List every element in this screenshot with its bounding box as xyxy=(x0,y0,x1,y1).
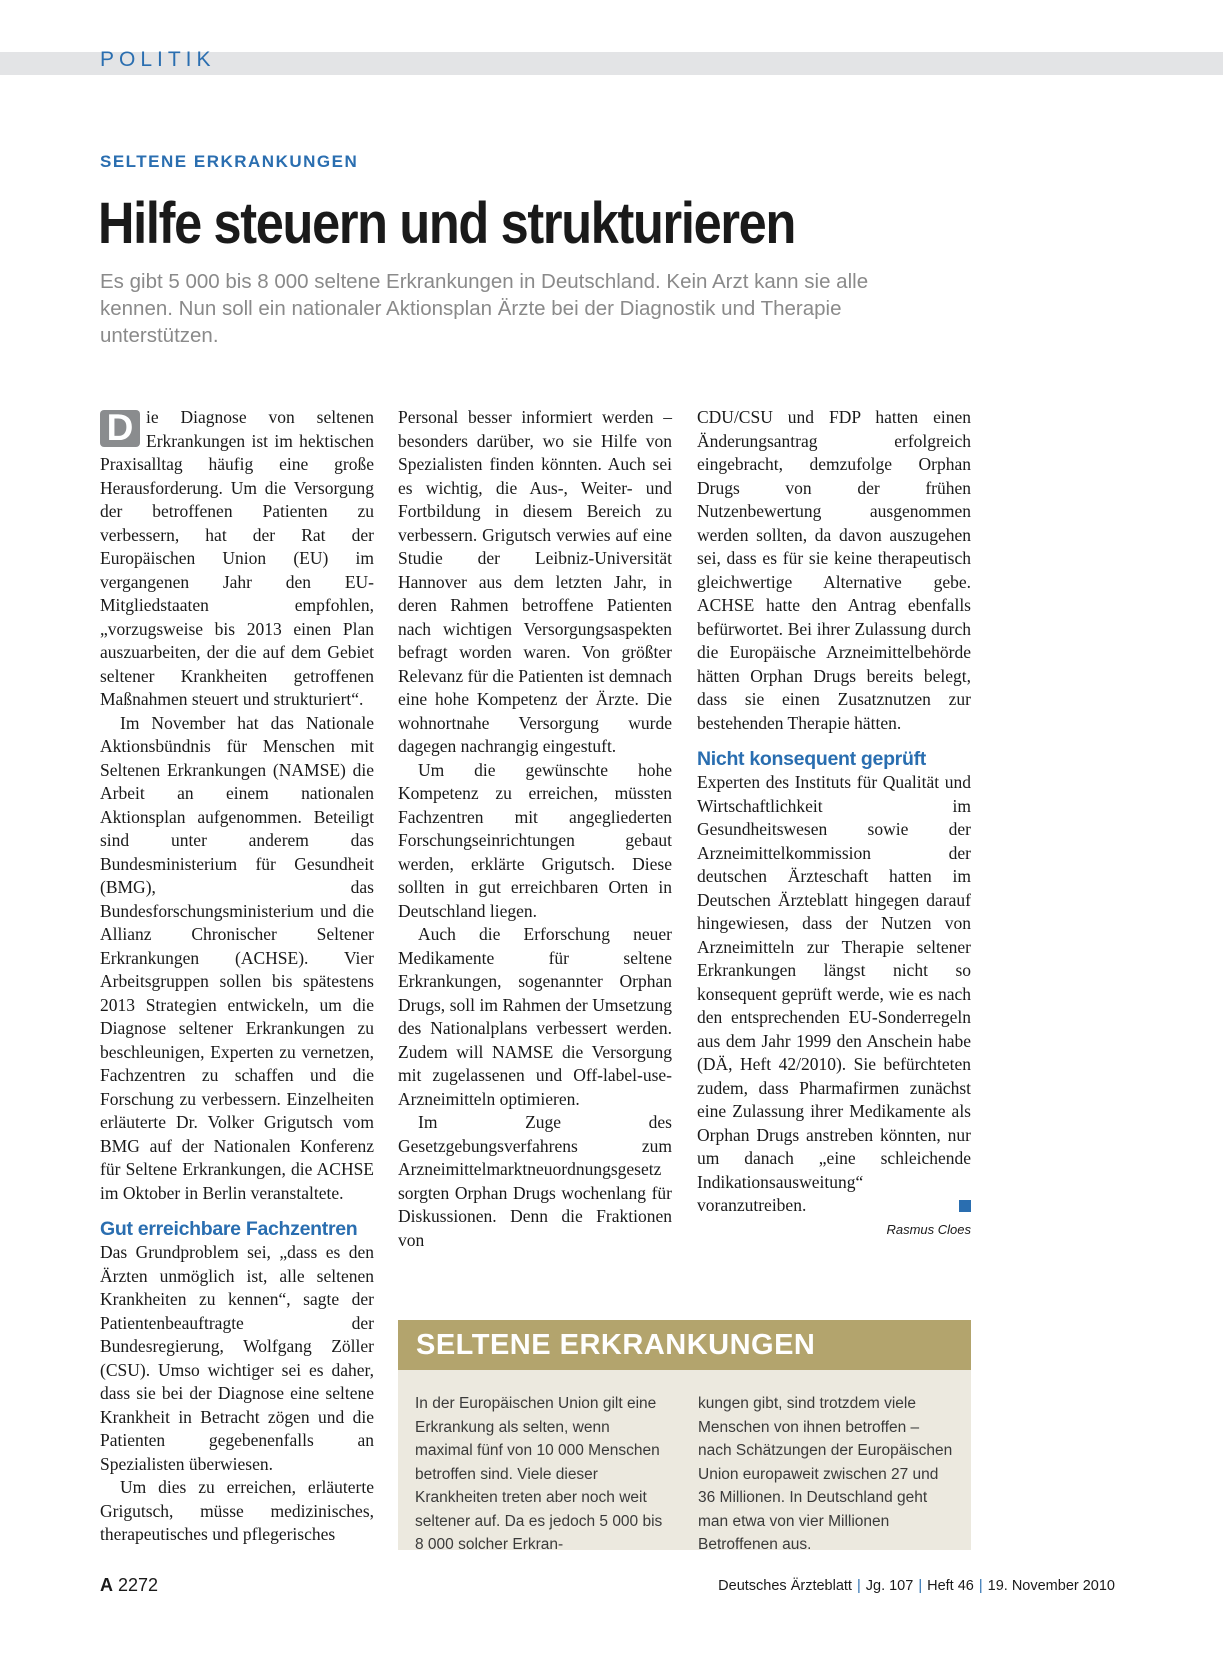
page-number-value: 2272 xyxy=(118,1575,159,1595)
info-box-text-1: In der Europäischen Union gilt eine Erkrankung als selten, wenn maximal fünf von 10 000 Menschen betroffen sind. Viele dieser Krankheiten treten aber noch weit seltener auf. Da es jedoch 5 000 bis 8 000 solcher Erkran- xyxy=(415,1395,663,1553)
end-mark-icon xyxy=(959,1200,971,1212)
info-box-text-2: kungen gibt, sind trotzdem viele Menschen von ihnen betroffen – nach Schätzungen der Europäischen Union europaweit zwischen 27 und 36 Millionen. In Deutschland geht man etwa von vier Millionen Betroffenen aus. xyxy=(698,1395,953,1553)
info-box-title: SELTENE ERKRANKUNGEN xyxy=(398,1320,971,1370)
article-lead: Es gibt 5 000 bis 8 000 seltene Erkrankungen in Deutschland. Kein Arzt kann sie alle kennen. Nun soll ein nationaler Aktionsplan Ärzte bei der Diagnostik und Therapie unterstützen. xyxy=(100,270,869,347)
subheading: Nicht konsequent geprüft xyxy=(697,748,926,770)
paragraph-text: ie Diagnose von seltenen Erkrankungen ist im hektischen Praxisalltag häufig eine große Herausforderung. Um die Versorgung der betroffenen Patienten zu verbessern, hat der Rat der Europäischen Union (EU) im vergangenen Jahr den EU-Mitgliedstaaten empfohlen, „vorzugsweise bis 2013 einen Plan auszuarbeiten, der die auf dem Gebiet seltener Krankheiten getroffenen Maßnahmen steuert und strukturiert“. xyxy=(100,407,374,709)
article-kicker: SELTENE ERKRANKUNGEN xyxy=(100,152,359,171)
text-column-1 xyxy=(100,406,374,1547)
author-byline: Rasmus Cloes xyxy=(886,1221,971,1237)
page-number xyxy=(100,1575,158,1596)
journal-volume: Jg. 107 xyxy=(865,1578,914,1594)
journal-date: 19. November 2010 xyxy=(987,1578,1115,1594)
article-headline: Hilfe steuern und strukturieren xyxy=(98,191,795,256)
paragraph: Auch die Erforschung neuer Medikamente für seltene Erkrankungen, sogenannter Orphan Drugs, soll im Rahmen der Umsetzung des Nationalplans verbessert werden. Zudem will NAMSE die Versorgung mit zugelassenen und Off-label-use-Arzneimitteln optimieren. xyxy=(398,924,672,1109)
subheading: Gut erreichbare Fachzentren xyxy=(100,1218,358,1240)
paragraph: Um die gewünschte hohe Kompetenz zu erreichen, müssten Fachzentren mit angegliederten Forschungseinrichtungen gebaut werden, erklärte Grigutsch. Diese sollten in gut erreichbaren Orten in Deutschland liegen. xyxy=(398,759,672,921)
drop-cap: D xyxy=(100,410,140,447)
paragraph: CDU/CSU und FDP hatten einen Änderungsantrag erfolgreich eingebracht, demzufolge Orphan Drugs von der frühen Nutzenbewertung ausgenommen werden sollten, da davon auszugehen sei, dass es für sie keine therapeutisch gleichwertige Alternative gebe. ACHSE hatte den Antrag ebenfalls befürwortet. Bei ihrer Zulassung durch die Europäische Arzneimittelbehörde hätten Orphan Drugs bereits belegt, dass sie einen Zusatznutzen zur bestehenden Therapie hätten. xyxy=(697,407,971,733)
paragraph: Um dies zu erreichen, erläuterte Grigutsch, müsse medizinisches, therapeutisches und pflegerisches xyxy=(100,1477,374,1544)
paragraph: Personal besser informiert werden – besonders darüber, wo sie Hilfe von Spezialisten finden könnten. Auch sei es wichtig, die Aus-, Weiter- und Fortbildung in diesem Bereich zu verbessern. Grigutsch verwies auf eine Studie der Leibniz-Universität Hannover aus dem letzten Jahr, in deren Rahmen betroffene Patienten nach wichtigen Versorgungsaspekten befragt worden waren. Von größter Relevanz für die Patienten ist demnach eine hohe Kompetenz der Ärzte. Die wohnortnahe Versorgung wurde dagegen nachrangig eingestuft. xyxy=(398,407,672,756)
paragraph-text: Experten des Instituts für Qualität und Wirtschaftlichkeit im Gesundheitswesen sowie der Arzneimittelkommission der deutschen Ärzteschaft hatten im Deutschen Ärzteblatt hingegen darauf hingewiesen, dass der Nutzen von Arzneimitteln zur Therapie seltener Erkrankungen längst nicht so konsequent geprüft werde, wie es nach den entsprechenden EU-Sonderregeln aus dem Jahr 1999 den Anschein habe (DÄ, Heft 42/2010). Sie befürchteten zudem, dass Pharmafirmen zunächst eine Zulassung ihrer Medikamente als Orphan Drugs anstreben könnten, nur um danach „eine schleichende Indikationsausweitung“ voranzutreiben. xyxy=(697,772,971,1215)
footer-info xyxy=(718,1578,1115,1594)
paragraph: Das Grundproblem sei, „dass es den Ärzten unmöglich ist, alle seltenen Krankheiten zu kennen“, sagte der Patientenbeauftragte der Bundesregierung, Wolfgang Zöller (CSU). Umso wichtiger sei es daher, dass sie bei der Diagnose eine seltene Krankheit in Betracht zögen und die Patienten gegebenenfalls an Spezialisten überwiesen. xyxy=(100,1242,374,1474)
paragraph: Im Zuge des Gesetzgebungsverfahrens zum Arzneimittelmarktneuordnungsgesetz sorgten Orphan Drugs wochenlang für Diskussionen. Denn die Fraktionen von xyxy=(398,1112,672,1250)
section-label: POLITIK xyxy=(100,48,216,71)
journal-name: Deutsches Ärzteblatt xyxy=(718,1578,852,1594)
info-box xyxy=(398,1320,971,1553)
paragraph: Im November hat das Nationale Aktionsbündnis für Menschen mit Seltenen Erkrankungen (NAMSE) die Arbeit an einem nationalen Aktionsplan aufgenommen. Beteiligt sind unter anderem das Bundesministerium für Gesundheit (BMG), das Bundesforschungsministerium und die Allianz Chronischer Seltener Erkrankungen (ACHSE). Vier Arbeitsgruppen sollen bis spätestens 2013 Strategien entwickeln, um die Diagnose seltener Erkrankungen zu beschleunigen, Experten zu vernetzen, Fachzentren zu schaffen und die Forschung zu verbessern. Einzelheiten erläuterte Dr. Volker Grigutsch vom BMG auf der Nationalen Konferenz für Seltene Erkrankungen, die ACHSE im Oktober in Berlin veranstaltete. xyxy=(100,712,374,1203)
page-prefix: A xyxy=(100,1575,113,1595)
separator: | xyxy=(856,1578,861,1594)
paragraph xyxy=(697,771,971,1218)
text-column-3 xyxy=(697,406,971,1266)
paragraph xyxy=(100,406,374,712)
text-column-2 xyxy=(398,406,672,1266)
separator: | xyxy=(918,1578,923,1594)
journal-issue: Heft 46 xyxy=(927,1578,974,1594)
separator: | xyxy=(978,1578,983,1594)
